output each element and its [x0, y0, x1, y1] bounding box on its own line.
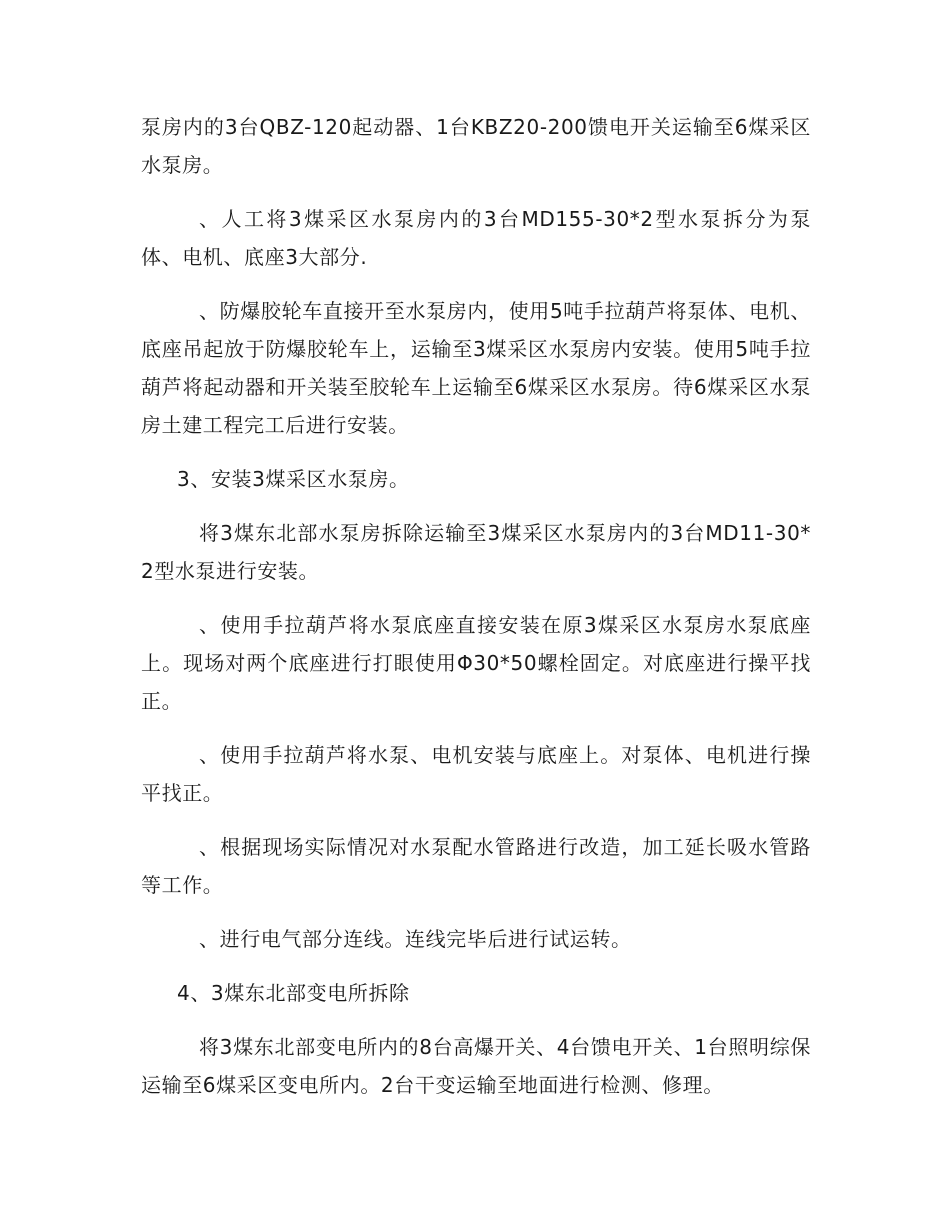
paragraph-pump-disassembly: 、人工将3煤采区水泵房内的3台MD155-30*2型水泵拆分为泵体、电机、底座3大部分. [141, 207, 811, 269]
paragraph-substation-transport: 将3煤东北部变电所内的8台高爆开关、4台馈电开关、1台照明综保运输至6煤采区变电所内。2台干变运输至地面进行检测、修理。 [141, 1035, 811, 1097]
paragraph-vehicle-transport: 、防爆胶轮车直接开至水泵房内，使用5吨手拉葫芦将泵体、电机、底座吊起放于防爆胶轮车上，运输至3煤采区水泵房内安装。使用5吨手拉葫芦将起动器和开关装至胶轮车上运输至6煤采区水泵房。待6煤采区水泵房土建工程完工后进行安装。 [141, 299, 811, 437]
section-heading-substation-removal: 4、3煤东北部变电所拆除 [177, 981, 410, 1005]
paragraph-install-pumps: 将3煤东北部水泵房拆除运输至3煤采区水泵房内的3台MD11-30*2型水泵进行安装。 [141, 521, 811, 583]
paragraph-pipeline-modification: 、根据现场实际情况对水泵配水管路进行改造，加工延长吸水管路等工作。 [141, 835, 811, 897]
paragraph-install-motor: 、使用手拉葫芦将水泵、电机安装与底座上。对泵体、电机进行操平找正。 [141, 743, 811, 805]
paragraph-electrical-wiring: 、进行电气部分连线。连线完毕后进行试运转。 [199, 927, 632, 951]
paragraph-pump-house-transport: 泵房内的3台QBZ-120起动器、1台KBZ20-200馈电开关运输至6煤采区水泵房。 [141, 115, 811, 177]
paragraph-install-base: 、使用手拉葫芦将水泵底座直接安装在原3煤采区水泵房水泵底座上。现场对两个底座进行打眼使用Φ30*50螺栓固定。对底座进行操平找正。 [141, 613, 811, 713]
document-body [141, 108, 811, 1120]
section-heading-install-pump-house: 3、安装3煤采区水泵房。 [177, 467, 410, 491]
